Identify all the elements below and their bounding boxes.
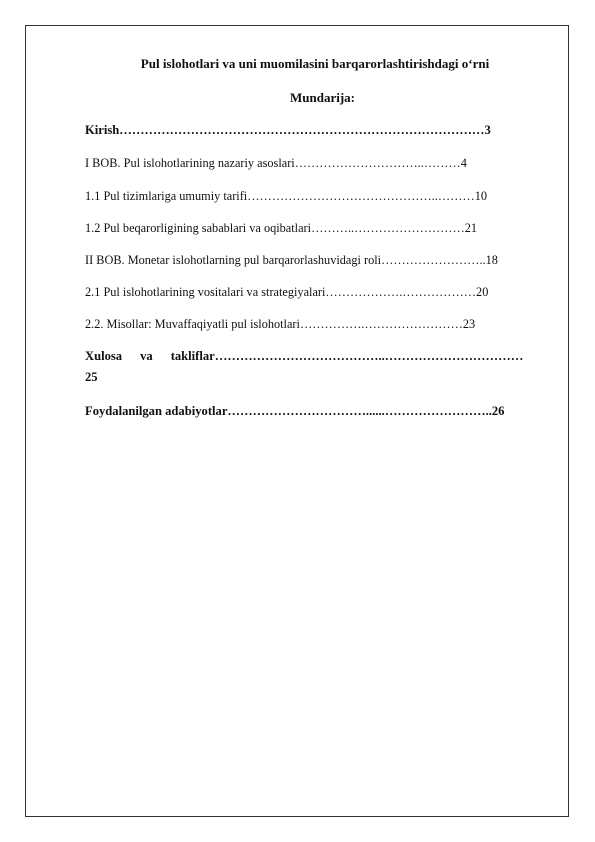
toc-entry-introduction: Kirish……………………………………………………………………………3 (85, 123, 491, 137)
toc-entry-chapter-1: I BOB. Pul islohotlarining nazariy asoslari…………………………..………4 (85, 156, 467, 170)
conclusion-word-1: Xulosa (85, 349, 123, 363)
conclusion-word-2: va (140, 349, 153, 363)
toc-entry-section-2-1: 2.1 Pul islohotlarining vositalari va strategiyalari……………….………………20 (85, 285, 489, 299)
toc-entry-chapter-2: II BOB. Monetar islohotlarning pul barqarorlashuvidagi roli……………………..18 (85, 253, 498, 267)
document-title: Pul islohotlari va uni muomilasini barqarorlashtirishdagi o‘rni (140, 56, 490, 71)
toc-entry-references: Foydalanilgan adabiyotlar……………………………......……………………..26 (85, 404, 505, 418)
toc-entry-section-2-2: 2.2. Misollar: Muvaffaqiyatli pul islohotlari…………….……………………23 (85, 317, 476, 331)
toc-entry-conclusion (85, 349, 551, 364)
conclusion-word-rest: takliflar…………………………………..…………………………… (170, 349, 524, 363)
toc-entry-section-1-1: 1.1 Pul tizimlariga umumiy tarifi………………………………………..………10 (85, 189, 488, 203)
toc-heading: Mundarija: (290, 90, 355, 105)
toc-entry-section-1-2: 1.2 Pul beqarorligining sabablari va oqibatlari………..………………………21 (85, 221, 478, 235)
conclusion-page-number: 25 (85, 370, 98, 384)
page-border (25, 25, 569, 817)
